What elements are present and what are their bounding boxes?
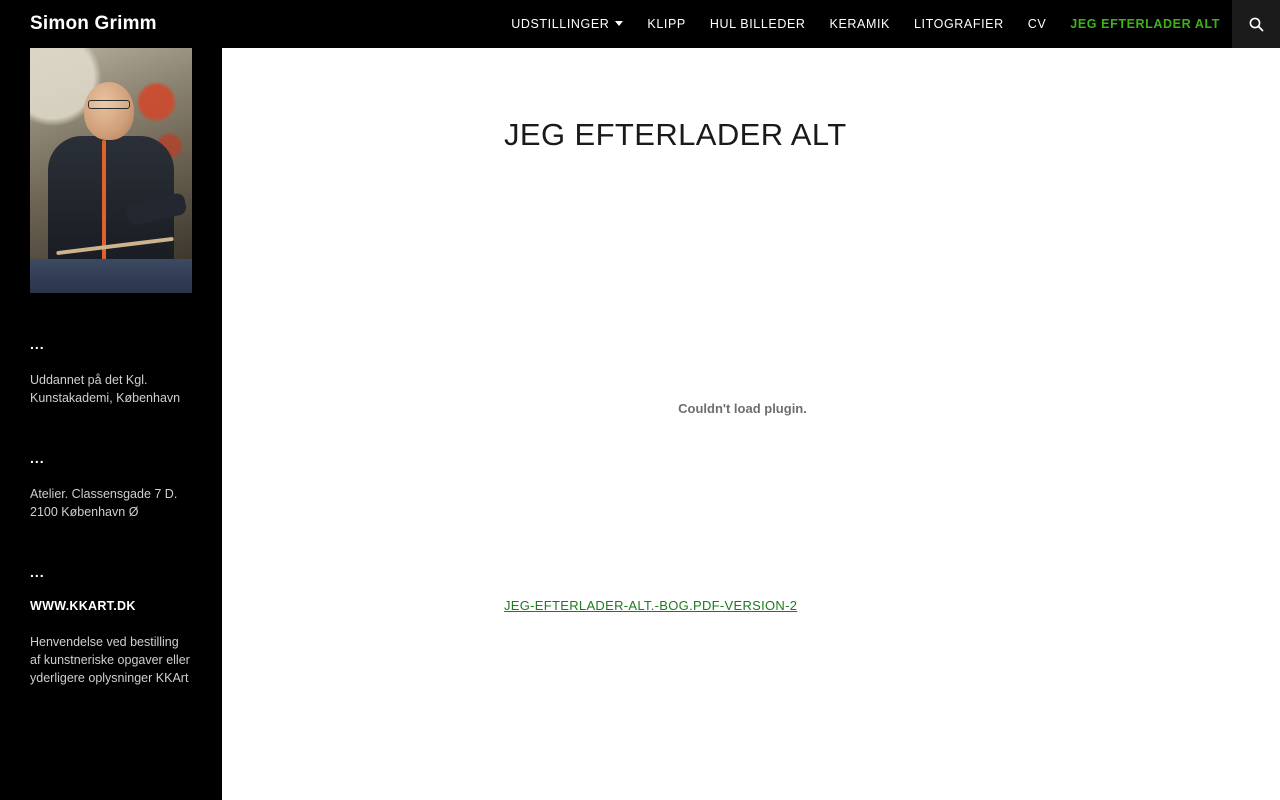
chevron-down-icon[interactable] [615, 21, 623, 26]
nav-item-keramik[interactable]: KERAMIK [829, 17, 890, 31]
nav-item-label: UDSTILLINGER [511, 17, 610, 31]
sidebar-contact-text: Henvendelse ved bestilling af kunstneriske opgaver eller yderligere oplysninger KKArt [30, 635, 190, 685]
main-menu [499, 0, 1232, 48]
sidebar-separator-dots-2: ... [30, 450, 45, 466]
portrait-glasses [88, 100, 130, 109]
sidebar-address-text: Atelier. Classensgade 7 D. 2100 København Ø [30, 487, 178, 519]
search-button[interactable] [1232, 0, 1280, 48]
search-icon [1248, 16, 1264, 32]
portrait-jeans [30, 259, 192, 293]
artist-portrait-image [30, 48, 192, 293]
sidebar-website-heading: WWW.KKART.DK [30, 599, 136, 613]
nav-item-cv[interactable]: CV [1027, 17, 1047, 31]
sidebar [0, 48, 222, 800]
site-title: Simon Grimm [30, 13, 157, 34]
portrait-zipper [102, 140, 106, 260]
nav-item-klipp[interactable]: KLIPP [647, 17, 686, 31]
nav-item-litografier[interactable]: LITOGRAFIER [914, 17, 1004, 31]
nav-item-hul-billeder[interactable]: HUL BILLEDER [709, 17, 806, 31]
top-navigation-bar [0, 0, 1280, 48]
plugin-error-message: Couldn't load plugin. [678, 400, 807, 416]
portrait-head [84, 82, 134, 140]
pdf-download-link[interactable]: JEG-EFTERLADER-ALT.-BOG.PDF-VERSION-2 [504, 598, 798, 613]
main-content [222, 48, 1280, 800]
pdf-embed-container [504, 198, 981, 618]
page-title: JEG EFTERLADER ALT [504, 117, 847, 152]
sidebar-education-text: Uddannet på det Kgl. Kunstakademi, København [30, 373, 181, 405]
sidebar-separator-dots-3: ... [30, 564, 45, 580]
nav-item-udstillinger[interactable] [499, 0, 635, 48]
nav-item-jeg-efterlader-alt[interactable]: JEG EFTERLADER ALT [1070, 17, 1220, 31]
sidebar-separator-dots-1: ... [30, 336, 45, 352]
